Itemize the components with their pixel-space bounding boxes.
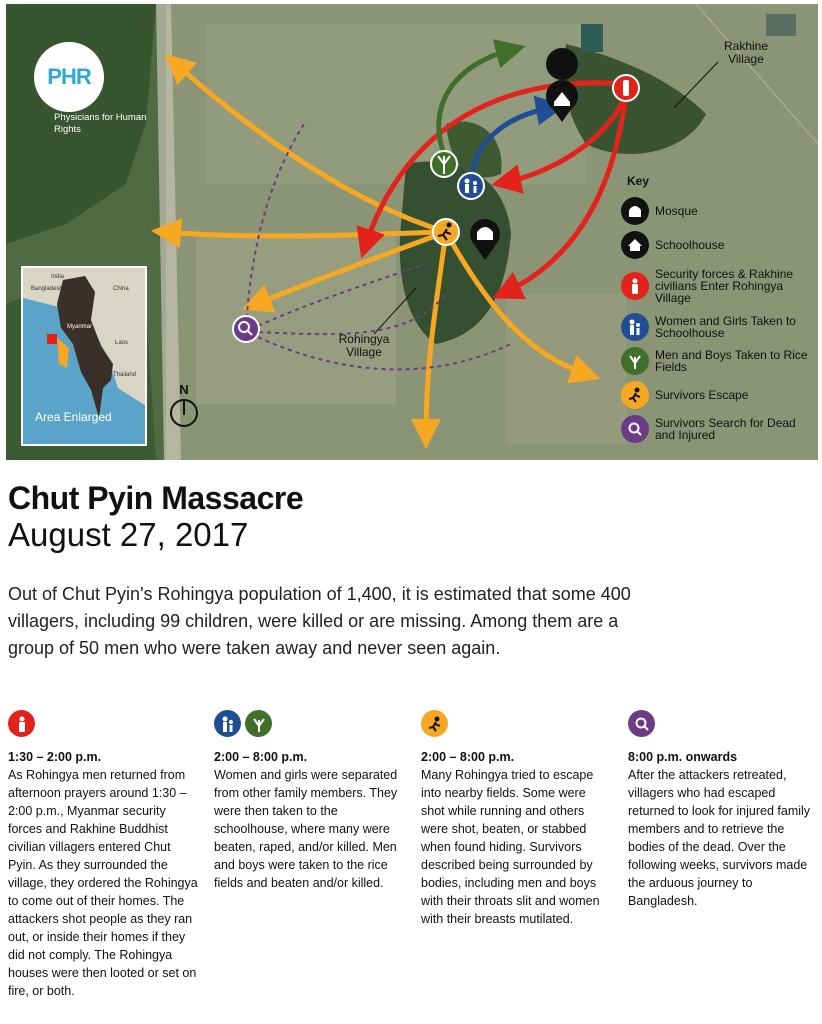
timeline-column-4 bbox=[628, 710, 818, 910]
inset-map bbox=[21, 266, 147, 446]
key-label-mosque: Mosque bbox=[655, 204, 698, 218]
running-person-marker bbox=[433, 219, 459, 245]
timeline-description: As Rohingya men returned from afternoon prayers around 1:30 – 2:00 p.m., Myanmar security forces and Rakhine Buddhist civilian villagers entered Chut Pyin. As they surrounded the village, they ordered the Rohingya to come out of their homes. The attackers shot people as they ran out, or inside their homes if they did not comply. The Rohingya houses were then looted or set on fire, or both. bbox=[8, 768, 198, 998]
organization-name: Physicians for Human Rights bbox=[54, 112, 147, 135]
timeline-time: 1:30 – 2:00 p.m. bbox=[8, 750, 102, 764]
timeline-description: Women and girls were separated from other family members. They were then taken to the schoolhouse, where many were beaten, raped, and/or killed. Men and boys were taken to the rice fields and beaten and/or killed. bbox=[214, 768, 398, 890]
schoolhouse-icon bbox=[621, 231, 649, 259]
inset-label-laos: Laos bbox=[115, 340, 129, 346]
key-item-mosque bbox=[621, 194, 811, 228]
running-person-icon bbox=[621, 381, 649, 409]
timeline-icons bbox=[628, 710, 818, 738]
family-icon bbox=[621, 313, 649, 341]
key-label-men-boys: Men and Boys Taken to Rice Fields bbox=[655, 348, 808, 374]
key-item-survivors-search bbox=[621, 412, 811, 446]
soldier-icon bbox=[8, 710, 35, 737]
inset-label-myanmar: Myanmar bbox=[67, 324, 93, 330]
compass-icon bbox=[169, 397, 199, 429]
north-compass bbox=[169, 382, 199, 434]
page-title: Chut Pyin Massacre bbox=[8, 480, 304, 516]
key-item-security-forces bbox=[621, 262, 811, 310]
timeline-time: 8:00 p.m. onwards bbox=[628, 750, 738, 764]
key-label-security-forces: Security forces & Rakhine civilians Enter Rohingya Village bbox=[655, 267, 794, 305]
key-label-women-girls: Women and Girls Taken to Schoolhouse bbox=[655, 314, 796, 340]
key-label-schoolhouse: Schoolhouse bbox=[655, 238, 725, 252]
phr-logo[interactable] bbox=[34, 42, 104, 112]
timeline-icons bbox=[421, 710, 611, 738]
map-key bbox=[621, 174, 811, 446]
family-marker bbox=[458, 173, 484, 199]
soldier-marker bbox=[613, 75, 639, 101]
page-subtitle-date: August 27, 2017 bbox=[8, 516, 249, 553]
rakhine-village-label: Rakhine Village bbox=[723, 39, 769, 66]
timeline-time: 2:00 – 8:00 p.m. bbox=[421, 750, 515, 764]
compass-north-label: N bbox=[179, 382, 189, 397]
rohingya-village-label: Rohingya Village bbox=[338, 332, 390, 359]
magnifier-marker bbox=[233, 316, 259, 342]
key-item-women-girls bbox=[621, 310, 811, 344]
rice-marker bbox=[431, 151, 457, 177]
rice-icon bbox=[245, 710, 272, 737]
soldier-icon bbox=[621, 272, 649, 300]
key-label-survivors-search: Survivors Search for Dead and Injured bbox=[655, 416, 796, 442]
key-title: Key bbox=[627, 174, 650, 188]
timeline-column-2 bbox=[214, 710, 404, 892]
timeline-icons bbox=[8, 710, 198, 738]
running-person-icon bbox=[421, 710, 448, 737]
key-item-survivors-escape bbox=[621, 378, 811, 412]
magnifier-icon bbox=[628, 710, 655, 737]
satellite-map bbox=[6, 4, 818, 460]
timeline-column-1 bbox=[8, 710, 198, 1000]
key-label-survivors-escape: Survivors Escape bbox=[655, 388, 749, 402]
timeline-column-3 bbox=[421, 710, 611, 928]
key-item-men-boys bbox=[621, 344, 811, 378]
inset-label-india: India bbox=[51, 274, 65, 280]
timeline-time: 2:00 – 8:00 p.m. bbox=[214, 750, 308, 764]
logo-text: PHR bbox=[47, 64, 91, 89]
rice-icon bbox=[621, 347, 649, 375]
timeline-description: Many Rohingya tried to escape into nearby fields. Some were shot while running and others were shot, beaten, or stabbed when found hiding. Survivors described being surrounded by bodies, including men and boys with their throats slit and women with their breasts mutilated. bbox=[421, 768, 600, 926]
area-enlarged-label: Area Enlarged bbox=[35, 410, 112, 424]
key-item-schoolhouse bbox=[621, 228, 811, 262]
intro-paragraph: Out of Chut Pyin's Rohingya population of 1,400, it is estimated that some 400 villagers, including 99 children, were killed or are missing. Among them are a group of 50 men who were taken away and never seen again. bbox=[8, 584, 631, 658]
inset-label-thailand: Thailand bbox=[113, 372, 137, 378]
timeline-icons bbox=[214, 710, 404, 738]
inset-label-bangladesh: Bangladesh bbox=[31, 286, 63, 292]
mosque-icon bbox=[621, 197, 649, 225]
family-icon bbox=[214, 710, 241, 737]
timeline-description: After the attackers retreated, villagers who had escaped returned to look for injured family members and to retrieve the bodies of the dead. Over the following weeks, survivors made the arduous journey to Bangladesh. bbox=[628, 768, 811, 908]
inset-label-china: China bbox=[113, 286, 129, 292]
magnifier-icon bbox=[621, 415, 649, 443]
